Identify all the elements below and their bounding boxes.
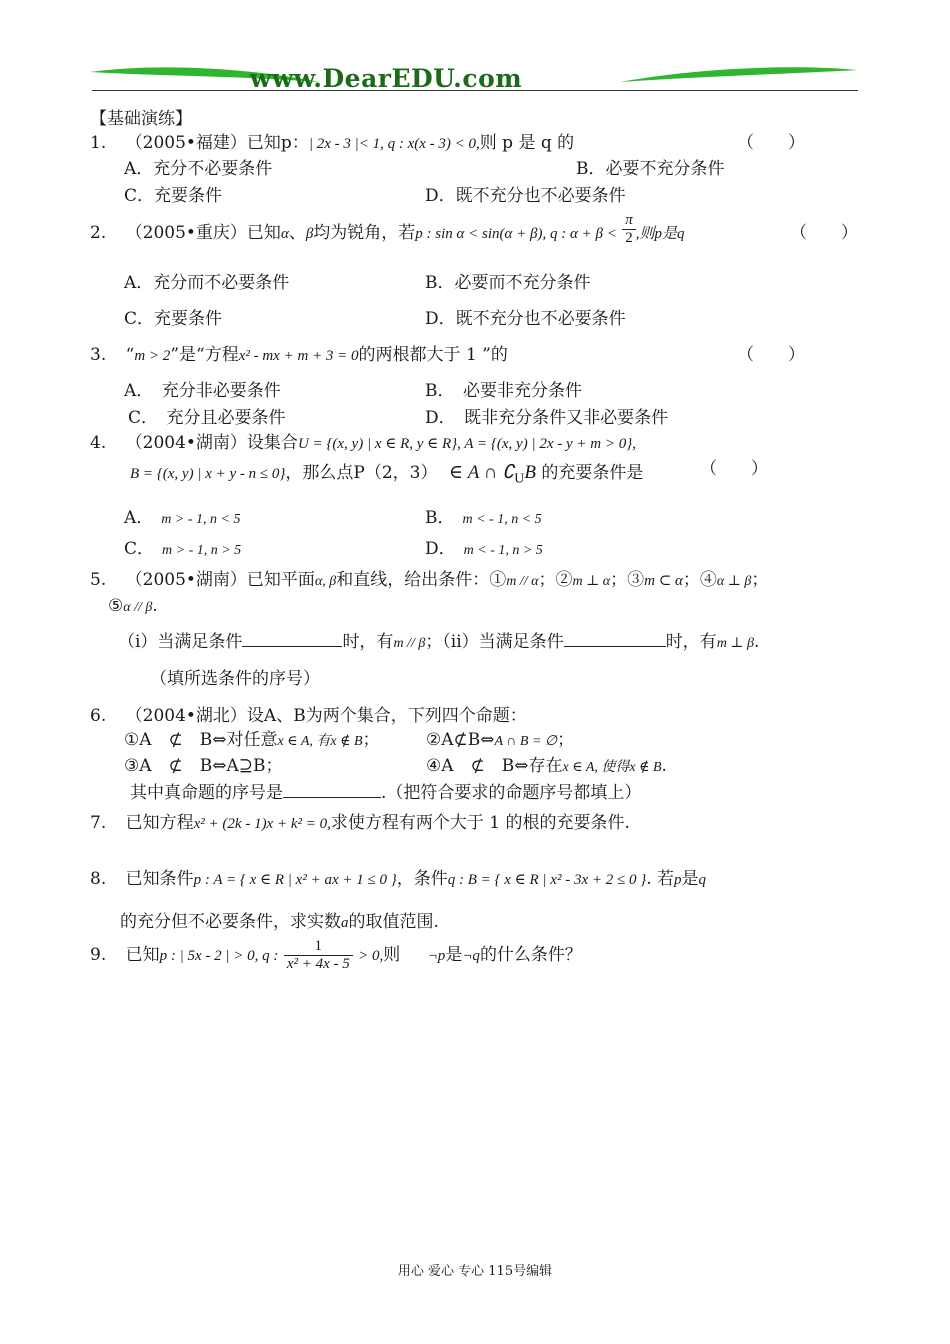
option-d: D．既不充分也不必要条件 xyxy=(425,186,626,206)
question-9-stem xyxy=(90,938,582,973)
proposition-4 xyxy=(426,751,667,776)
question-text: ；② xyxy=(538,570,573,590)
question-text: 的取值范围. xyxy=(348,912,439,932)
proposition-1 xyxy=(124,725,380,750)
question-text: . xyxy=(661,756,667,776)
option-a: A．充分不必要条件 xyxy=(124,159,273,179)
option-label: B． xyxy=(425,508,455,528)
question-number: 9. xyxy=(90,945,107,965)
question-5-note: （填所选条件的序号） xyxy=(150,669,320,689)
option-d: D．既不充分也不必要条件 xyxy=(425,309,626,329)
fraction-numerator: 1 xyxy=(284,938,353,956)
question-text: ；④ xyxy=(682,570,717,590)
math-expression: m ⊥ β xyxy=(716,636,754,651)
question-5-line2 xyxy=(108,596,158,616)
question-text: 的什么条件？ xyxy=(479,945,582,965)
answer-paren: （ ） xyxy=(700,459,768,479)
question-3-stem xyxy=(90,340,508,365)
fraction-numerator: π xyxy=(622,212,636,230)
option-c xyxy=(124,534,241,559)
option-d xyxy=(425,534,543,559)
question-text: 已知 xyxy=(125,945,160,965)
answer-paren: （ ） xyxy=(790,223,858,243)
question-text: 的充分但不必要条件，求实数 xyxy=(120,912,341,932)
separator: 、 xyxy=(288,223,306,243)
question-text: ； xyxy=(265,756,283,776)
question-8-line2 xyxy=(120,907,439,932)
section-title: 【基础演练】 xyxy=(90,109,192,129)
option-c: C． 充分且必要条件 xyxy=(128,408,286,428)
question-text: ，条件 xyxy=(396,869,448,889)
option-label: D． xyxy=(425,539,456,559)
option-b xyxy=(425,503,542,528)
option-math: m < - 1, n < 5 xyxy=(462,512,542,527)
option-label: C． xyxy=(124,539,155,559)
question-text: 则 xyxy=(383,945,401,965)
question-number: 4. xyxy=(90,433,107,453)
option-c: C．充要条件 xyxy=(124,309,223,329)
question-text: 已知条件 xyxy=(125,869,194,889)
question-text: 时，有 xyxy=(665,632,717,652)
condition-5: α // β xyxy=(123,600,153,615)
math-expression: B = {(x, y) | x + y - n ≤ 0} xyxy=(130,466,286,482)
question-text: ④A ⊄ B⇔存在 xyxy=(426,756,563,776)
header-rule xyxy=(92,90,858,91)
question-text: ； xyxy=(362,730,380,750)
fraction-denominator: x² + 4x - 5 xyxy=(286,956,350,972)
subscript: U xyxy=(514,471,525,487)
variable-q: q xyxy=(698,872,707,888)
question-text: .（把符合要求的命题序号都填上） xyxy=(381,783,642,803)
answer-blank-1[interactable] xyxy=(242,632,342,647)
math-expression: ,则p是q xyxy=(635,226,685,242)
question-number: 3. xyxy=(90,345,107,365)
question-text: ；（ii）当满足条件 xyxy=(425,632,564,652)
question-text: 是 xyxy=(681,869,699,889)
question-text: （i）当满足条件 xyxy=(118,632,243,652)
question-5-stem xyxy=(90,565,768,590)
option-a: A．充分而不必要条件 xyxy=(124,273,290,293)
site-logo-text: www.DearEDU.com xyxy=(249,64,523,93)
option-d: D． 既非充分条件又非必要条件 xyxy=(425,408,669,428)
question-4-line2 xyxy=(130,458,643,487)
condition-2: m ⊥ α xyxy=(572,574,611,589)
not-p: ¬p xyxy=(427,948,446,964)
question-text: ，那么点P（2，3） xyxy=(285,463,438,483)
option-b: B．必要而不充分条件 xyxy=(425,273,591,293)
proposition-3 xyxy=(124,751,283,776)
math-expression: m > 2 xyxy=(134,348,171,364)
question-text: ①A ⊄ B⇔对任意 xyxy=(124,730,278,750)
question-number: 7. xyxy=(90,813,107,833)
variable-a: a xyxy=(341,915,349,931)
option-math: m > - 1, n < 5 xyxy=(161,512,241,527)
circled-number: ⑤ xyxy=(108,596,124,616)
question-text: 和直线，给出条件：① xyxy=(336,570,507,590)
option-c: C．充要条件 xyxy=(124,186,223,206)
question-text: . 若 xyxy=(646,869,675,889)
question-text: ”是“方程 xyxy=(170,345,239,365)
question-6-stem xyxy=(90,701,527,726)
question-number: 5. xyxy=(90,570,107,590)
math-expression: U = {(x, y) | x ∈ R, y ∈ R}, A = {(x, y) | 2x - y + m > 0}, xyxy=(297,436,636,452)
answer-paren: （ ） xyxy=(737,133,805,153)
condition-1: m // α xyxy=(506,574,539,589)
math-expression: α, β xyxy=(314,574,337,589)
question-text: （2005•福建）已知p： xyxy=(125,133,309,153)
question-text: 求使方程有两个大于 1 的根的充要条件. xyxy=(330,813,630,833)
math-expression: A ∩ B = ∅ xyxy=(494,734,558,749)
question-text: （2004•湖南）设集合 xyxy=(125,433,298,453)
question-6-ask xyxy=(130,778,641,803)
option-math: m < - 1, n > 5 xyxy=(463,543,543,558)
question-text: 则 p 是 q 的 xyxy=(479,133,575,153)
question-text: ③A ⊄ B⇔A⊇B xyxy=(124,756,266,776)
right-swoosh-graphic xyxy=(620,67,858,82)
math-expression: p : A = { x ∈ R | x² + ax + 1 ≤ 0 } xyxy=(193,872,397,888)
question-text: （2004•湖北）设A、B为两个集合，下列四个命题： xyxy=(125,706,527,726)
condition-3: m ⊂ α xyxy=(644,573,683,589)
not-q: ¬q xyxy=(462,948,480,964)
question-text: ； xyxy=(751,570,769,590)
math-expression: x ∈ A, 有x ∉ B xyxy=(277,734,363,749)
math-expression: B xyxy=(524,462,536,483)
variable-p: p xyxy=(674,872,682,888)
math-expression: | 2x - 3 |< 1, q : x(x - 3) < 0, xyxy=(308,136,480,152)
question-text: 均为锐角，若 xyxy=(313,223,416,243)
question-text: 的充要条件是 xyxy=(541,463,644,483)
question-text: （2005•湖南）已知平面 xyxy=(125,570,315,590)
question-text: 是 xyxy=(445,945,463,965)
math-expression: p : | 5x - 2 | > 0, q : xyxy=(159,948,279,964)
answer-blank-2[interactable] xyxy=(564,632,666,647)
question-text: 已知方程 xyxy=(125,813,194,833)
question-text: . xyxy=(753,632,760,652)
math-expression: x² + (2k - 1)x + k² = 0, xyxy=(193,816,331,832)
math-expression: m // β xyxy=(393,636,426,651)
quote-open: “ xyxy=(125,345,135,365)
question-4-stem xyxy=(90,428,636,453)
question-7-stem xyxy=(90,808,630,833)
alpha-symbol: α xyxy=(280,226,289,242)
question-number: 8. xyxy=(90,869,107,889)
question-text: ②A⊄B⇔ xyxy=(426,730,495,750)
question-text: 的两根都大于 1 ”的 xyxy=(358,345,508,365)
option-b: B．必要不充分条件 xyxy=(576,159,725,179)
pi-over-two-fraction xyxy=(622,212,636,247)
question-8-stem xyxy=(90,864,706,889)
option-a xyxy=(124,503,240,528)
question-text: . xyxy=(152,596,158,616)
question-text: 其中真命题的序号是 xyxy=(130,783,283,803)
option-a: A． 充分非必要条件 xyxy=(124,381,281,401)
answer-blank[interactable] xyxy=(283,783,381,798)
option-math: m > - 1, n > 5 xyxy=(162,543,242,558)
option-b: B． 必要非充分条件 xyxy=(425,381,582,401)
question-1-stem xyxy=(90,128,574,153)
proposition-2 xyxy=(426,725,574,750)
page-footer: 用心 爱心 专心 115号编辑 xyxy=(397,1264,553,1279)
condition-4: α ⊥ β xyxy=(716,574,752,589)
question-5-line3 xyxy=(118,627,759,652)
question-number: 1. xyxy=(90,133,107,153)
question-number: 2. xyxy=(90,223,107,243)
fraction-denominator: 2 xyxy=(625,230,633,246)
math-expression: x ∈ A, 使得x ∉ B xyxy=(562,760,662,775)
question-text: ； xyxy=(557,730,575,750)
question-text: 时，有 xyxy=(342,632,394,652)
math-expression: p : sin α < sin(α + β), q : α + β < xyxy=(415,226,617,242)
reciprocal-fraction xyxy=(284,938,353,973)
option-label: A． xyxy=(124,508,154,528)
question-2-stem xyxy=(90,212,685,247)
math-expression: ∈ A ∩ ∁ xyxy=(448,462,515,483)
question-text: ；③ xyxy=(610,570,645,590)
question-number: 6. xyxy=(90,706,107,726)
beta-symbol: β xyxy=(305,226,314,242)
question-text: （2005•重庆）已知 xyxy=(125,223,281,243)
answer-paren: （ ） xyxy=(737,345,805,365)
math-expression: x² - mx + m + 3 = 0 xyxy=(238,348,359,364)
math-expression: > 0, xyxy=(358,948,384,964)
math-expression: q : B = { x ∈ R | x² - 3x + 2 ≤ 0 } xyxy=(447,872,647,888)
